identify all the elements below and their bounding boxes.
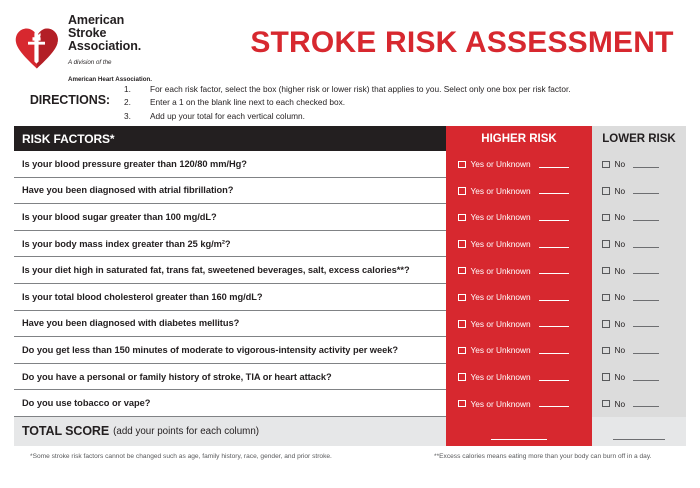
table-header-row [14,126,686,151]
higher-risk-label: Yes or Unknown [470,265,531,276]
footnote-one: *Some stroke risk factors cannot be changed such as age, family history, race, gender, and prior stroke. [30,452,332,460]
higher-risk-option[interactable] [458,292,569,302]
higher-risk-label: Yes or Unknown [470,185,531,196]
checkbox-icon[interactable] [602,214,610,222]
higher-risk-cell[interactable] [446,231,592,258]
page-header [0,0,700,83]
higher-risk-label: Yes or Unknown [470,372,531,383]
table-row [14,231,686,258]
higher-risk-cell[interactable] [446,390,592,417]
directions-list [124,82,686,123]
checkbox-icon[interactable] [602,347,610,355]
higher-risk-option[interactable] [458,186,569,196]
checkbox-icon[interactable] [458,400,466,408]
lower-risk-cell[interactable] [592,231,686,258]
lower-risk-label: No [614,345,626,356]
higher-risk-cell[interactable] [446,284,592,311]
risk-factor-question: Is your body mass index greater than 25 kg/m²? [14,231,446,258]
higher-risk-option[interactable] [458,212,569,222]
lower-risk-cell[interactable] [592,151,686,178]
risk-factor-question: Is your blood sugar greater than 100 mg/dL? [14,204,446,231]
checkbox-icon[interactable] [602,240,610,248]
higher-risk-cell[interactable] [446,151,592,178]
direction-number: 2. [124,97,131,108]
footnotes-section [0,446,700,460]
table-row [14,204,686,231]
higher-risk-cell[interactable] [446,204,592,231]
column-header-lower-risk: LOWER RISK [592,126,686,151]
score-input-line[interactable] [539,374,569,381]
score-input-line[interactable] [633,400,659,407]
total-score-label-cell [14,417,446,446]
lower-risk-option[interactable] [602,159,659,169]
higher-risk-label: Yes or Unknown [470,398,531,409]
score-input-line[interactable] [633,241,659,248]
score-input-line[interactable] [633,214,659,221]
direction-item [124,83,686,96]
asa-logo-text [68,12,152,85]
checkbox-icon[interactable] [458,187,466,195]
lower-risk-option[interactable] [602,292,659,302]
asa-logo [14,12,244,85]
score-input-line[interactable] [633,374,659,381]
risk-factor-question: Is your total blood cholesterol greater than 160 mg/dL? [14,284,446,311]
logo-subtitle [68,59,152,82]
score-input-line[interactable] [539,294,569,301]
lower-risk-cell[interactable] [592,178,686,205]
directions-section [0,75,700,126]
lower-risk-label: No [614,292,626,303]
checkbox-icon[interactable] [458,347,466,355]
risk-factor-question: Have you been diagnosed with diabetes mellitus? [14,311,446,338]
title-container [244,12,686,60]
higher-risk-label: Yes or Unknown [470,212,531,223]
higher-risk-cell[interactable] [446,337,592,364]
score-input-line[interactable] [633,267,659,274]
lower-risk-option[interactable] [602,266,659,276]
direction-text: For each risk factor, select the box (higher risk or lower risk) that applies to you. Select only one box per risk factor. [150,84,571,94]
higher-risk-label: Yes or Unknown [470,292,531,303]
direction-number: 3. [124,110,131,121]
footnote-two: **Excess calories means eating more than your body can burn off in a day. [434,452,652,460]
table-row [14,311,686,338]
heart-torch-icon [14,23,60,73]
table-row [14,257,686,284]
risk-factor-question: Do you have a personal or family history of stroke, TIA or heart attack? [14,364,446,391]
higher-risk-option[interactable] [458,266,569,276]
checkbox-icon[interactable] [458,267,466,275]
higher-risk-label: Yes or Unknown [470,239,531,250]
lower-risk-cell[interactable] [592,284,686,311]
lower-risk-label: No [614,318,626,329]
checkbox-icon[interactable] [458,161,466,169]
higher-risk-cell[interactable] [446,257,592,284]
lower-risk-cell[interactable] [592,257,686,284]
column-header-higher-risk: HIGHER RISK [446,126,592,151]
total-lower-input-line[interactable] [613,439,665,440]
lower-risk-label: No [614,265,626,276]
checkbox-icon[interactable] [602,294,610,302]
checkbox-icon[interactable] [602,373,610,381]
checkbox-icon[interactable] [458,214,466,222]
lower-risk-cell[interactable] [592,204,686,231]
risk-factor-question: Is your diet high in saturated fat, trans fat, sweetened beverages, salt, excess calories**? [14,257,446,284]
risk-factor-question: Do you get less than 150 minutes of moderate to vigorous-intensity activity per week? [14,337,446,364]
lower-risk-cell[interactable] [592,390,686,417]
higher-risk-cell[interactable] [446,178,592,205]
risk-factor-question: Have you been diagnosed with atrial fibrillation? [14,178,446,205]
checkbox-icon[interactable] [602,161,610,169]
lower-risk-option[interactable] [602,186,659,196]
page-title: STROKE RISK ASSESSMENT [250,26,674,59]
logo-subtitle-bold: American Heart Association. [68,75,153,83]
score-input-line[interactable] [539,214,569,221]
score-input-line[interactable] [633,294,659,301]
table-row [14,151,686,178]
score-input-line[interactable] [539,241,569,248]
checkbox-icon[interactable] [458,294,466,302]
score-input-line[interactable] [539,400,569,407]
lower-risk-option[interactable] [602,319,659,329]
table-row [14,364,686,391]
direction-item [124,110,686,123]
risk-factor-question: Is your blood pressure greater than 120/80 mm/Hg? [14,151,446,178]
lower-risk-cell[interactable] [592,364,686,391]
logo-line-3: Association. [68,38,142,53]
logo-line-2: Stroke [68,25,107,40]
lower-risk-label: No [614,239,626,250]
score-input-line[interactable] [539,187,569,194]
higher-risk-option[interactable] [458,319,569,329]
lower-risk-option[interactable] [602,372,659,382]
lower-risk-label: No [614,185,626,196]
table-row [14,178,686,205]
logo-subtitle-italic: A division of the [68,59,112,67]
lower-risk-option[interactable] [602,399,659,409]
total-score-hint: (add your points for each column) [113,425,260,437]
lower-risk-label: No [614,372,626,383]
score-input-line[interactable] [539,320,569,327]
higher-risk-cell[interactable] [446,364,592,391]
table-row [14,284,686,311]
checkbox-icon[interactable] [458,320,466,328]
logo-line-1: American [68,13,125,27]
total-higher-input-line[interactable] [491,439,547,440]
total-lower-risk-cell[interactable] [592,417,686,446]
score-input-line[interactable] [633,320,659,327]
risk-assessment-table [14,126,686,446]
lower-risk-label: No [614,159,626,170]
score-input-line[interactable] [539,267,569,274]
checkbox-icon[interactable] [602,400,610,408]
score-input-line[interactable] [633,347,659,354]
column-header-risk-factors: RISK FACTORS* [14,126,446,151]
higher-risk-option[interactable] [458,372,569,382]
higher-risk-label: Yes or Unknown [470,159,531,170]
checkbox-icon[interactable] [602,267,610,275]
lower-risk-option[interactable] [602,212,659,222]
lower-risk-option[interactable] [602,239,659,249]
higher-risk-option[interactable] [458,159,569,169]
total-higher-risk-cell[interactable] [446,417,592,446]
table-row [14,337,686,364]
direction-item [124,96,686,109]
direction-text: Add up your total for each vertical column. [150,110,305,121]
lower-risk-option[interactable] [602,345,659,355]
direction-text: Enter a 1 on the blank line next to each checked box. [150,97,346,108]
total-score-row [14,417,686,446]
checkbox-icon[interactable] [458,373,466,381]
lower-risk-label: No [614,398,626,409]
higher-risk-option[interactable] [458,345,569,355]
checkbox-icon[interactable] [602,187,610,195]
directions-label: DIRECTIONS: [29,93,110,107]
higher-risk-option[interactable] [458,399,569,409]
table-row [14,390,686,417]
total-score-label: TOTAL SCORE [22,424,110,439]
lower-risk-cell[interactable] [592,337,686,364]
direction-number: 1. [124,84,131,94]
score-input-line[interactable] [633,161,659,168]
lower-risk-label: No [614,212,626,223]
risk-factor-question: Do you use tobacco or vape? [14,390,446,417]
score-input-line[interactable] [539,347,569,354]
checkbox-icon[interactable] [458,240,466,248]
higher-risk-label: Yes or Unknown [470,318,531,329]
higher-risk-cell[interactable] [446,311,592,338]
score-input-line[interactable] [633,187,659,194]
lower-risk-cell[interactable] [592,311,686,338]
higher-risk-label: Yes or Unknown [470,345,531,356]
checkbox-icon[interactable] [602,320,610,328]
higher-risk-option[interactable] [458,239,569,249]
score-input-line[interactable] [539,161,569,168]
